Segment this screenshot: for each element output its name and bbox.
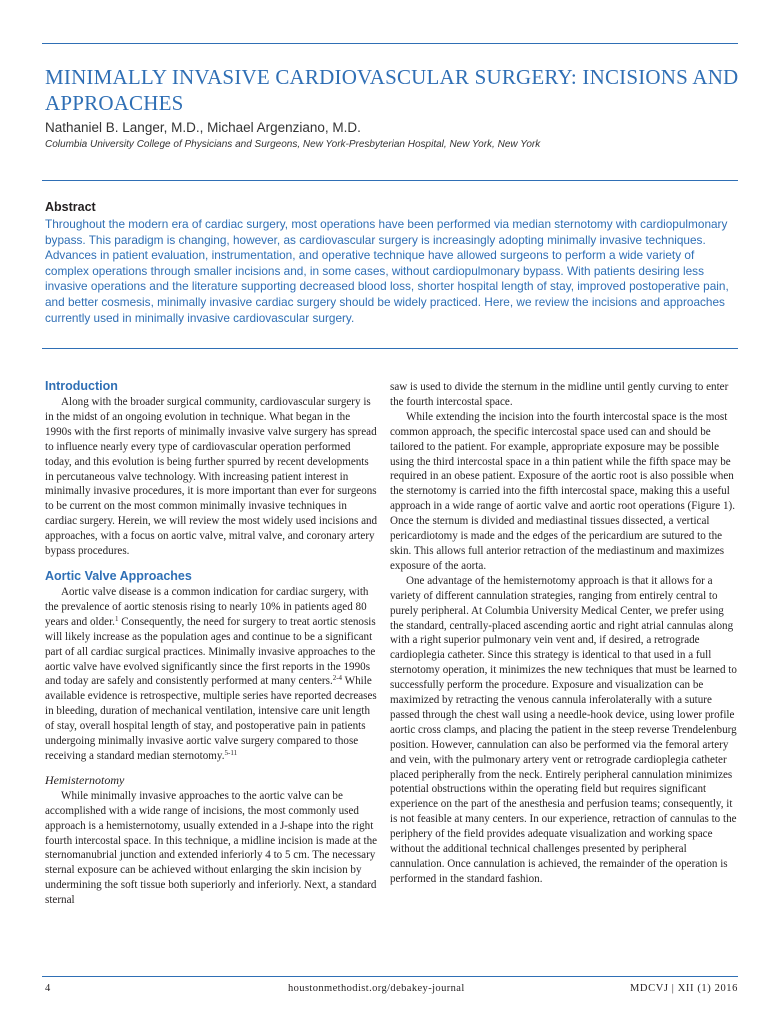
aortic-text-part-1: Aortic valve disease is a common indication for cardiac surgery, with the prevalence of aortic stenosis rising to nearly 10% in patients aged 80 years and older. [45, 585, 369, 628]
hemisternotomy-heading: Hemisternotomy [45, 772, 125, 787]
citation-2: 2-4 [332, 674, 343, 683]
citation-1: 1 [114, 614, 119, 623]
abstract-text: Throughout the modern era of cardiac surgery, most operations have been performed via median sternotomy with cardiopulmonary bypass. This paradigm is changing, however, as cardiovascular surgery is increasingly adopting minimally invasive techniques. Advances in patient evaluation, instrumentation, and operative technique have allowed surgeons to perform a wide variety of complex operations through smaller incisions and, in some cases, without cardiopulmonary bypass. With patients desiring less invasive operations and the literature supporting decreased blood loss, shorter hospital length of stay, improved postoperative pain, and better cosmesis, minimally invasive cardiac surgery should be widely practiced. Here, we review the incisions and approaches currently used in minimally invasive cardiovascular surgery. [45, 217, 729, 325]
citation-3: 5-11 [224, 748, 238, 757]
page-number: 4 [45, 983, 51, 994]
aortic-text-part-3: While available evidence is retrospective, multiple series have reported decreases in bleeding, duration of mechanical ventilation, intensive care unit length of stay, overall hospital length of stay, and postoperative pain in patients undergoing minimally invasive aortic valve surgery compared to those receiving a standard median sternotomy. [45, 675, 377, 762]
introduction-paragraph: Along with the broader surgical community, cardiovascular surgery is in the midst of an ongoing evolution in technique. What began in the 1990s with the first reports of minimally invasive valve surgery has spread to influence nearly every type of cardiovascular operation performed today, and this evolution is being further spurred by recent developments in percutaneous valve technology. With increasing patient interest in minimally invasive procedures, it is more important than ever for surgeons to be current on the most common minimally invasive techniques in cardiac surgery. Herein, we will review the most widely used incisions and approaches, with a focus on aortic valve, mitral valve, and coronary artery bypass procedures. [45, 396, 378, 558]
aortic-text-part-2: Consequently, the need for surgery to treat aortic stenosis will likely increase as the population ages and continue to be a significant part of all cardiac surgical practices. Minimally invasive approaches to the aortic valve have evolved significantly since the first reports in the 1990s and today are safely and consistently performed at many centers. [45, 615, 376, 688]
aortic-valve-heading: Aortic Valve Approaches [45, 568, 192, 583]
cannulation-paragraph: One advantage of the hemisternotomy approach is that it allows for a variety of different cannulation strategies, ranging from entirely central to purely peripheral. At Columbia University Medical Center, we prefer using the standard, centrally-placed ascending aortic and right atrial cannulas along with a right superior pulmonary vein vent and, if desired, a retrograde cardioplegia catheter. Since this strategy is identical to that used in a full sternotomy operation, it minimizes the new techniques that must be learned to successfully perform the procedure. Exposure and visualization can be maximized by retracting the venous cannula inferolaterally with a suture passed through the chest wall using a needle-hook device, using lower profile aortic cross clamps, and placing the patient in the steep reverse Trendelenburg position. However, cannulation can also be performed via the femoral artery and vein, with the pulmonary artery vent or retrograde cardioplegia catheter placed peripherally from the neck. Entirely peripheral cannulation minimizes potential obstructions within the operating field but requires significant experience on the part of the anesthesia and perfusion teams; consequently, it is not feasible at many centers. In our experience, retraction of cannulas to the periphery of the field provides adequate visualization and working space without the additional technical challenges presented by peripheral cannulation. Once cannulation is achieved, the remainder of the operation is performed in the standard fashion. [390, 574, 737, 885]
hemisternotomy-paragraph: While minimally invasive approaches to the aortic valve can be accomplished with a wide range of incisions, the most commonly used approach is a hemisternotomy, usually extended in a J-shape into the right fourth intercostal space. In this technique, a midline incision is made at the sternomanubrial junction and extended inferiorly 4 to 5 cm. The necessary sternal exposure can be achieved without enlarging the skin incision by undermining the soft tissue both superiorly and inferiorly. Next, a standard sternal [45, 789, 378, 907]
article-authors: Nathaniel B. Langer, M.D., Michael Argenziano, M.D. [45, 120, 361, 135]
introduction-heading: Introduction [45, 379, 118, 393]
aortic-valve-paragraph [45, 585, 378, 764]
footer-rule [42, 976, 738, 977]
journal-citation: MDCVJ | XII (1) 2016 [629, 983, 738, 994]
continued-paragraph: saw is used to divide the sternum in the midline until gently curving to enter the fourth intercostal space. [390, 381, 729, 408]
journal-url: houstonmethodist.org/debakey-journal [288, 983, 465, 994]
right-column [390, 380, 740, 887]
article-title: MINIMALLY INVASIVE CARDIOVASCULAR SURGERY: INCISIONS AND APPROACHES [45, 65, 739, 115]
article-affiliation: Columbia University College of Physicians and Surgeons, New York-Presbyterian Hospital, New York, New York [45, 139, 541, 150]
top-rule [42, 43, 738, 44]
left-column [45, 378, 378, 908]
abstract-heading: Abstract [45, 200, 96, 214]
abstract-top-rule [42, 180, 738, 181]
intercostal-paragraph: While extending the incision into the fourth intercostal space is the most common approach, the specific intercostal space used can and should be tailored to the patient. For example, appropriate exposure may be possible using the third intercostal space in a thin patient while the fifth space may be required in an obese patient. Exposure of the aortic root is also possible when the sternotomy is carried into the fifth intercostal space, making this a useful approach in a wide range of aortic valve and aortic root operations (Figure 1). Once the sternum is divided and mediastinal tissues dissected, a vertical pericardiotomy is made and the edges of the pericardium are sutured to the skin. This allows full anterior retraction of the mediastinum and maximizes exposure of the aorta. [390, 410, 736, 572]
abstract-bottom-rule [42, 348, 738, 349]
